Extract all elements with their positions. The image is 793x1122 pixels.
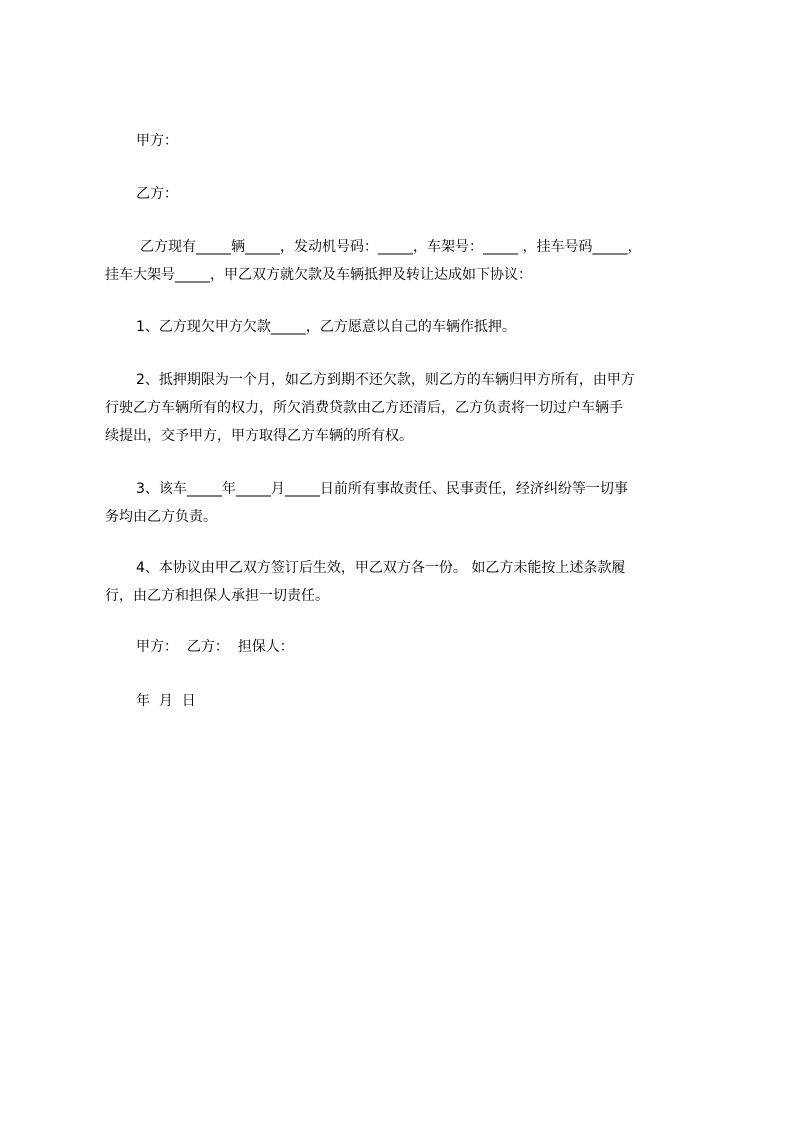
clause-2-line-3: 续提出，交予甲方，甲方取得乙方车辆的所有权。 [105,428,413,444]
party-b-label: 乙方： [136,186,178,202]
clause-1: 1、乙方现欠甲方欠款_____，乙方愿意以自己的车辆作抵押。 [136,319,516,335]
intro-line-1: 乙方现有_____辆_____，发动机号码：_____，车架号：_____ ，挂车号码_____， [140,239,642,255]
signature-line: 甲方： 乙方： 担保人： [136,639,294,655]
clause-4-line-2: 行，由乙方和担保人承担一切责任。 [105,588,329,604]
date-line: 年 月 日 [136,693,196,709]
intro-line-2: 挂车大架号_____，甲乙双方就欠款及车辆抵押及转让达成如下协议： [105,267,532,283]
clause-3-line-1: 3、该车_____年_____月_____日前所有事故责任、民事责任，经济纠纷等一切事 [136,481,628,497]
clause-2-line-2: 行驶乙方车辆所有的权力，所欠消费贷款由乙方还清后，乙方负责将一切过户车辆手 [105,400,623,416]
clause-4-line-1: 4、本协议由甲乙双方签订后生效，甲乙双方各一份。 如乙方未能按上述条款履 [136,560,626,576]
clause-3-line-2: 务均由乙方负责。 [105,509,217,525]
clause-2-line-1: 2、抵押期限为一个月，如乙方到期不还欠款，则乙方的车辆归甲方所有，由甲方 [136,372,635,388]
party-a-label: 甲方： [136,133,178,149]
